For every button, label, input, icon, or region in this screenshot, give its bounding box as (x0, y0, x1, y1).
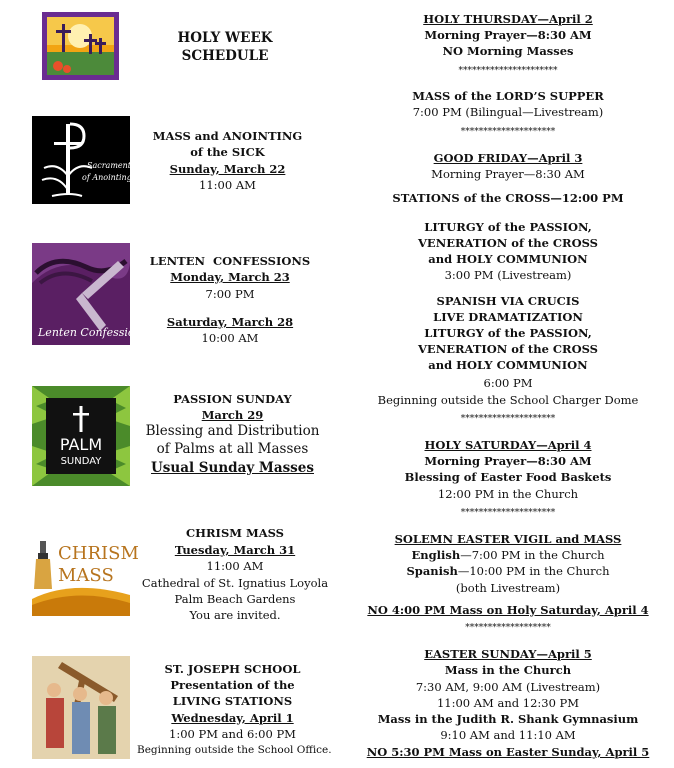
separator: ********************* (460, 414, 556, 424)
easter-church-times-2: 11:00 AM and 12:30 PM (436, 696, 580, 710)
palm-date: March 29 (201, 408, 264, 422)
confession-date-2: Saturday, March 28 (166, 315, 294, 329)
school-times: 1:00 PM and 6:00 PM (169, 727, 296, 741)
easter-vigil-english: English—7:00 PM in the Church (411, 548, 605, 562)
school-heading: ST. JOSEPH SCHOOL Presentation of the LIVING STATIONS (164, 662, 301, 708)
confession-heading: LENTEN CONFESSIONS (149, 254, 311, 268)
anointing-time: 11:00 AM (199, 178, 256, 192)
no-easter-evening-mass: NO 5:30 PM Mass on Easter Sunday, April 5 (366, 745, 650, 759)
confession-date-1: Monday, March 23 (170, 270, 290, 284)
easter-church-label: Mass in the Church (444, 663, 572, 677)
liturgy-passion-time: 3:00 PM (Livestream) (444, 268, 572, 282)
easter-vigil-heading: SOLEMN EASTER VIGIL and MASS (394, 532, 622, 546)
easter-gym-times: 9:10 AM and 11:10 AM (440, 728, 576, 742)
holy-saturday-lines: Morning Prayer—8:30 AM Blessing of Easter Food Baskets (404, 454, 612, 484)
spanish-via-crucis-location: Beginning outside the School Charger Dome (377, 393, 639, 407)
easter-vigil-spanish: Spanish—10:00 PM in the Church (406, 564, 610, 578)
lords-supper-time: 7:00 PM (Bilingual—Livestream) (412, 105, 604, 119)
separator: ********************** (458, 66, 558, 76)
school-date: Wednesday, April 1 (171, 711, 294, 725)
confession-caption: Lenten Confession (38, 326, 142, 339)
anointing-caption-2: of Anointing (82, 173, 132, 182)
good-friday-heading: GOOD FRIDAY—April 3 (433, 151, 583, 165)
separator: ********************* (460, 127, 556, 137)
anointing-heading: MASS and ANOINTING of the SICK (152, 129, 303, 159)
anointing-caption-1: Sacrament (87, 161, 132, 170)
chrism-place: Cathedral of St. Ignatius Loyola Palm Beach Gardens (141, 576, 329, 606)
chrism-invite: You are invited. (189, 608, 281, 622)
separator: ******************* (465, 623, 551, 633)
chrism-image-text-1: CHRISM (58, 543, 139, 564)
living-stations-image (32, 656, 130, 759)
chrism-image-text-2: MASS (58, 565, 114, 586)
confession-time-2: 10:00 AM (201, 331, 259, 345)
confession-time-1: 7:00 PM (205, 287, 255, 301)
palm-heading: PASSION SUNDAY (173, 392, 292, 406)
lords-supper-heading: MASS of the LORD’S SUPPER (412, 89, 604, 103)
chrism-date: Tuesday, March 31 (174, 543, 296, 557)
holy-saturday-location: 12:00 PM in the Church (437, 487, 579, 501)
easter-vigil-note: (both Livestream) (455, 581, 561, 595)
palm-image-text-2: SUNDAY (60, 456, 102, 467)
school-location: Beginning outside the School Office. (137, 744, 332, 756)
spanish-via-crucis-time: 6:00 PM (483, 376, 533, 390)
stations-of-cross: STATIONS of the CROSS—12:00 PM (392, 191, 624, 205)
spanish-via-crucis: SPANISH VIA CRUCIS LIVE DRAMATIZATION LITURGY of the PASSION, VENERATION of the CROSS and HOLY COMMUNION (418, 294, 598, 372)
palm-image-text-1: PALM (59, 435, 103, 454)
palm-sunday-image (32, 386, 130, 486)
holy-saturday-heading: HOLY SATURDAY—April 4 (424, 438, 592, 452)
holy-thursday-heading: HOLY THURSDAY—April 2 (423, 12, 593, 26)
easter-gym-label: Mass in the Judith R. Shank Gymnasium (377, 712, 639, 726)
separator: ********************* (460, 508, 556, 518)
no-saturday-mass: NO 4:00 PM Mass on Holy Saturday, April 4 (367, 603, 649, 617)
anointing-date: Sunday, March 22 (169, 162, 286, 176)
chrism-mass-image (32, 529, 139, 616)
chrism-heading: CHRISM MASS (185, 526, 284, 540)
palm-usual-masses: Usual Sunday Masses (151, 460, 314, 476)
page-title: HOLY WEEK SCHEDULE (177, 30, 273, 64)
confession-image (32, 243, 142, 345)
holy-thursday-lines: Morning Prayer—8:30 AM NO Morning Masses (424, 28, 592, 58)
good-friday-prayer: Morning Prayer—8:30 AM (431, 167, 585, 181)
easter-church-times-1: 7:30 AM, 9:00 AM (Livestream) (415, 680, 601, 694)
palm-lines: Blessing and Distribution of Palms at all Masses (145, 423, 320, 457)
easter-sunday-heading: EASTER SUNDAY—April 5 (424, 647, 592, 661)
holy-week-image (44, 14, 117, 78)
liturgy-passion: LITURGY of the PASSION, VENERATION of the CROSS and HOLY COMMUNION (418, 220, 598, 266)
chrism-time: 11:00 AM (206, 559, 264, 573)
anointing-image (32, 116, 130, 204)
